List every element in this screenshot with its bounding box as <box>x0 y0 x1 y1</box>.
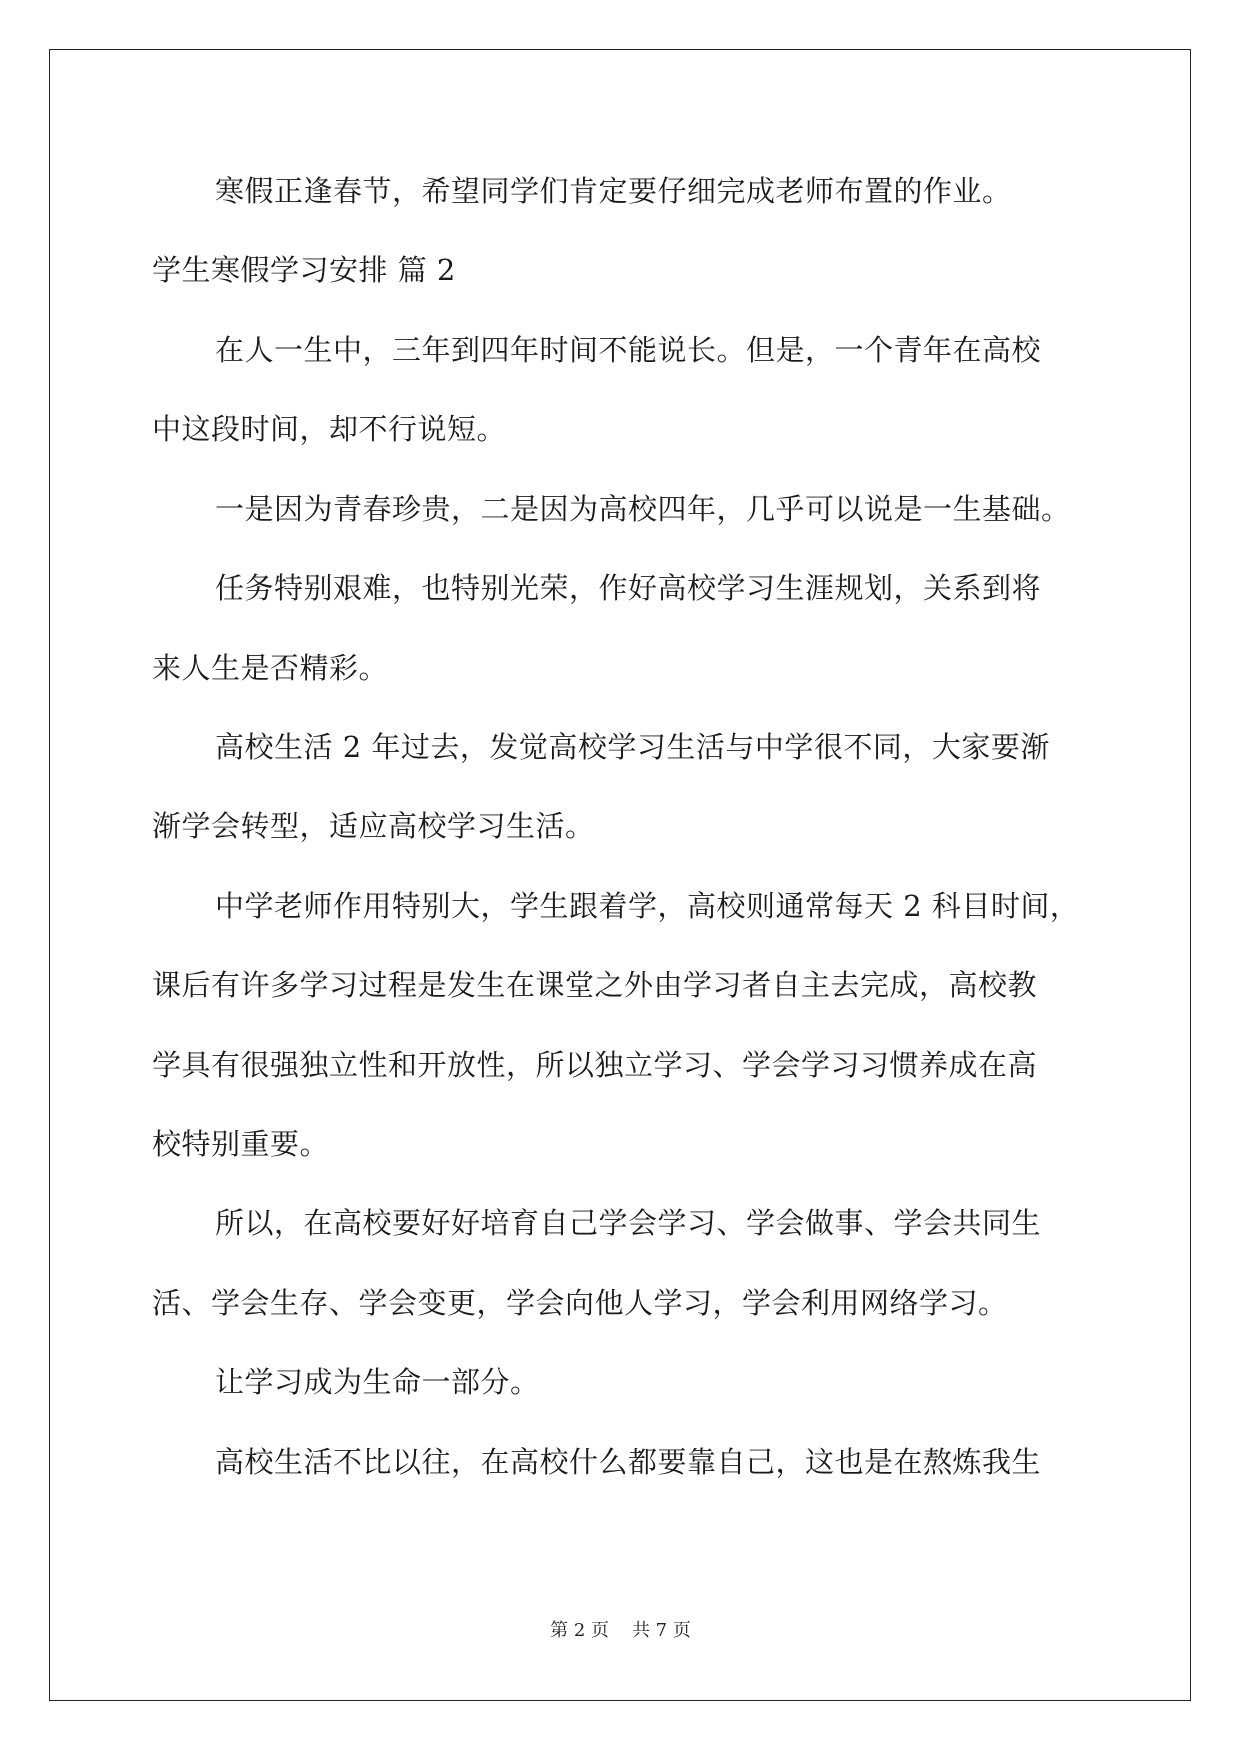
page-number: 第 2 页 <box>550 1620 610 1641</box>
paragraph-line: 任务特别艰难，也特别光荣，作好高校学习生涯规划，关系到将 <box>215 571 1042 605</box>
paragraph-line: 学具有很强独立性和开放性，所以独立学习、学会学习习惯养成在高 <box>152 1048 1038 1082</box>
paragraph-line: 渐学会转型，适应高校学习生活。 <box>152 809 595 843</box>
page-total: 共 7 页 <box>631 1620 691 1641</box>
paragraph-line: 活、学会生存、学会变更，学会向他人学习，学会利用网络学习。 <box>152 1286 1008 1320</box>
paragraph-line: 校特别重要。 <box>152 1127 330 1161</box>
paragraph-line: 高校生活不比以往，在高校什么都要靠自己，这也是在熬炼我生 <box>215 1445 1042 1479</box>
page-footer <box>0 1616 1241 1642</box>
section-heading: 学生寒假学习安排 篇 2 <box>152 253 456 287</box>
paragraph-line: 寒假正逢春节，希望同学们肯定要仔细完成老师布置的作业。 <box>215 174 1012 208</box>
paragraph-line: 中这段时间，却不行说短。 <box>152 412 507 446</box>
paragraph-line: 课后有许多学习过程是发生在课堂之外由学习者自主去完成，高校教 <box>152 968 1038 1002</box>
paragraph-line: 高校生活 2 年过去，发觉高校学习生活与中学很不同，大家要渐 <box>215 730 1050 764</box>
paragraph-line: 来人生是否精彩。 <box>152 651 389 685</box>
paragraph-line: 让学习成为生命一部分。 <box>215 1365 540 1399</box>
paragraph-line: 一是因为青春珍贵，二是因为高校四年，几乎可以说是一生基础。 <box>215 492 1071 526</box>
paragraph-line: 在人一生中，三年到四年时间不能说长。但是，一个青年在高校 <box>215 333 1042 367</box>
paragraph-line: 中学老师作用特别大，学生跟着学，高校则通常每天 2 科目时间， <box>215 889 1080 923</box>
paragraph-line: 所以，在高校要好好培育自己学会学习、学会做事、学会共同生 <box>215 1206 1042 1240</box>
